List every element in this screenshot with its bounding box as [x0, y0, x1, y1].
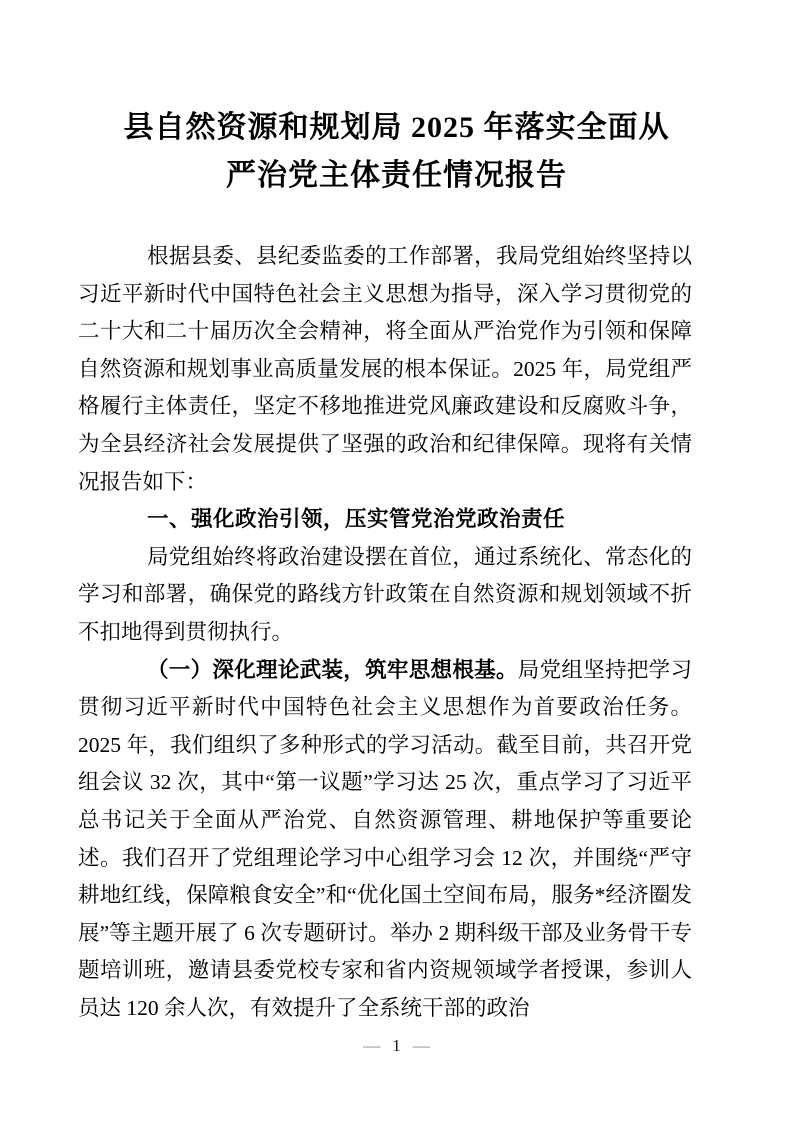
footer-dash-right: —: [412, 1036, 430, 1055]
title-line-2: 严治党主体责任情况报告: [226, 159, 567, 192]
document-body: [78, 238, 692, 1027]
footer-dash-left: —: [363, 1036, 381, 1055]
paragraph-section-1: 局党组始终将政治建设摆在首位，通过系统化、常态化的学习和部署，确保党的路线方针政策在自然资源和规划领域不折不扣地得到贯彻执行。: [78, 544, 692, 644]
paragraph-subsection-1: [78, 652, 692, 1028]
paragraph-intro: 根据县委、县纪委监委的工作部署，我局党组始终坚持以习近平新时代中国特色社会主义思想为指导，深入学习贯彻党的二十大和二十届历次全会精神，将全面从严治党作为引领和保障自然资源和规划事业高质量发展的根本保证。2025 年，局党组严格履行主体责任，坚定不移地推进党风廉政建设和反腐败斗争，为全县经济社会发展提供了坚强的政治和纪律保障。现将有关情况报告如下：: [78, 244, 692, 494]
subsection-1-lead-bold: （一）深化理论武装，筑牢思想根基。: [147, 657, 518, 682]
page-footer: [0, 1034, 793, 1058]
title-line-1: 县自然资源和规划局 2025 年落实全面从: [123, 111, 670, 144]
subsection-1-body-text: 局党组坚持把学习贯彻习近平新时代中国特色社会主义思想作为首要政治任务。2025 年，我们组织了多种形式的学习活动。截至目前，共召开党组会议 32 次，其中“第一议题”学习达 25 次，重点学习了习近平总书记关于全面从严治党、自然资源管理、耕地保护等重要论述。我们召开了党组理论学习中心组学习会 12 次，并围绕“严守耕地红线，保障粮食安全”和“优化国土空间布局，服务*经济圈发展”等主题开展了 6 次专题研讨。举办 2 期科级干部及业务骨干专题培训班，邀请县委党校专家和省内资规领域学者授课，参训人员达 120 余人次，有效提升了全系统干部的政治: [78, 657, 692, 1020]
document-title: [50, 104, 743, 200]
section-1-heading: 一、强化政治引领，压实管党治党政治责任: [147, 507, 566, 532]
page-number: 1: [392, 1036, 401, 1055]
